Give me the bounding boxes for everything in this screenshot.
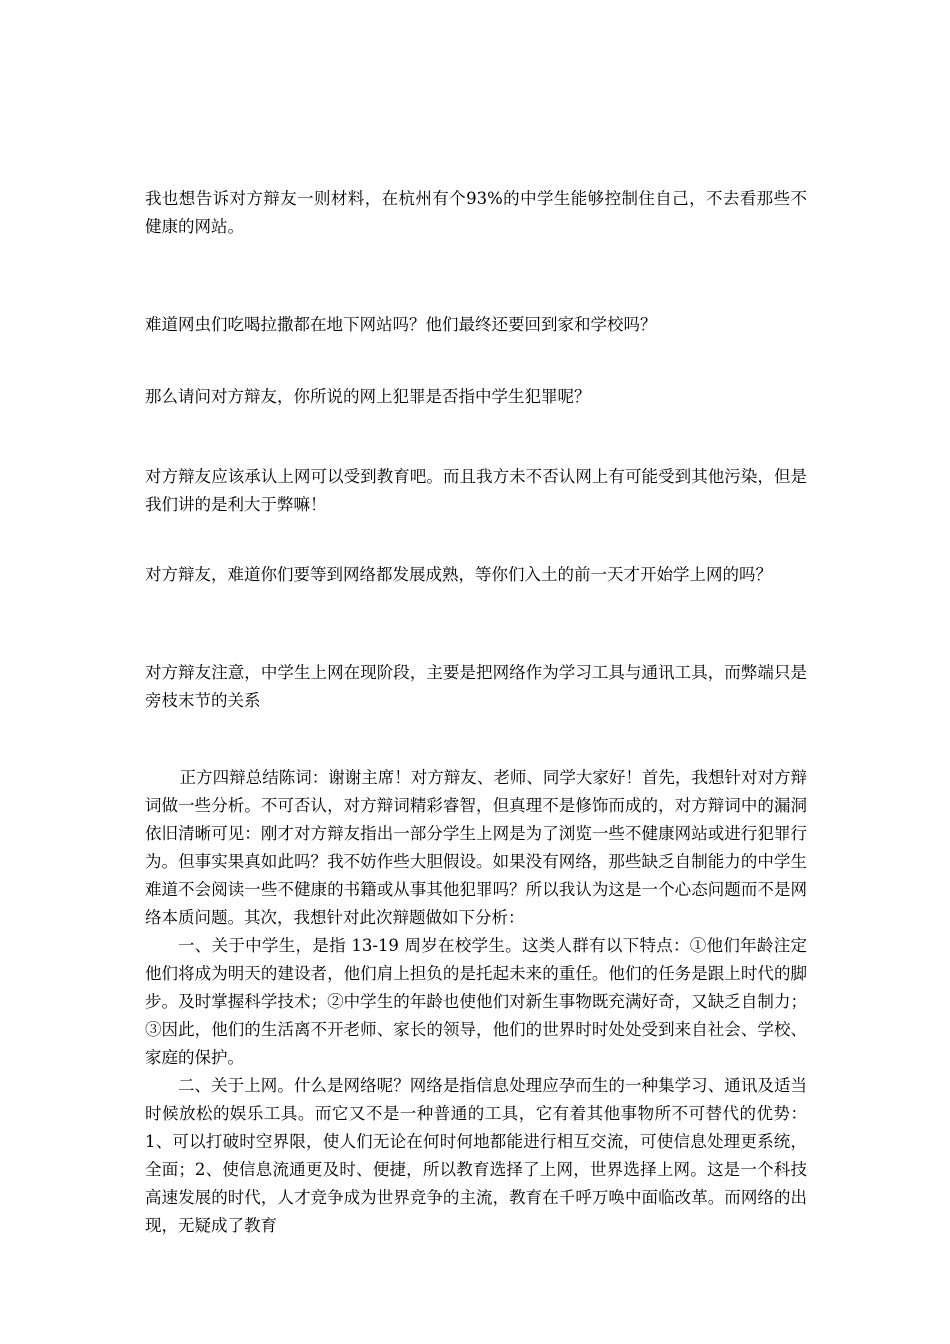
closing-speech xyxy=(145,764,807,1240)
paragraph-education-benefit: 对方辩友应该承认上网可以受到教育吧。而且我方未不否认网上有可能受到其他污染，但是我们讲的是利大于弊嘛！ xyxy=(145,467,807,514)
paragraph-control-statistic: 我也想告诉对方辩友一则材料，在杭州有个93%的中学生能够控制住自己，不去看那些不健康的网站。 xyxy=(145,189,807,236)
paragraph-underground-sites: 难道网虫们吃喝拉撒都在地下网站吗？他们最终还要回到家和学校吗？ xyxy=(145,315,657,334)
paragraph-learning-tool: 对方辩友注意，中学生上网在现阶段，主要是把网络作为学习工具与通讯工具，而弊端只是旁枝末节的关系 xyxy=(145,663,807,710)
closing-speech-point-internet: 二、关于上网。什么是网络呢？网络是指信息处理应孕而生的一种集学习、通讯及适当时候放松的娱乐工具。而它又不是一种普通的工具，它有着其他事物所不可替代的优势：1、可以打破时空界限，使人们无论在何时何地都能进行相互交流，可使信息处理更系统，全面；2、使信息流通更及时、便捷，所以教育选择了上网，世界选择上网。这是一个科技高速发展的时代，人才竞争成为世界竞争的主流，教育在千呼万唤中面临改革。而网络的出现，无疑成了教育 xyxy=(145,1076,807,1235)
closing-speech-intro: 正方四辩总结陈词：谢谢主席！对方辩友、老师、同学大家好！首先，我想针对对方辩词做一些分析。不可否认，对方辩词精彩睿智，但真理不是修饰而成的，对方辩词中的漏洞依旧清晰可见：刚才对方辩友指出一部分学生上网是为了浏览一些不健康网站或进行犯罪行为。但事实果真如此吗？我不妨作些大胆假设。如果没有网络，那些缺乏自制能力的中学生难道不会阅读一些不健康的书籍或从事其他犯罪吗？所以我认为这是一个心态问题而不是网络本质问题。其次，我想针对此次辩题做如下分析： xyxy=(145,768,807,927)
closing-speech-point-students: 一、关于中学生，是指 13-19 周岁在校学生。这类人群有以下特点：①他们年龄注定他们将成为明天的建设者，他们肩上担负的是托起未来的重任。他们的任务是跟上时代的脚步。及时掌握科学技术；②中学生的年龄也使他们对新生事物既充满好奇，又缺乏自制力；③因此，他们的生活离不开老师、家长的领导，他们的世界时时处处受到来自社会、学校、家庭的保护。 xyxy=(145,936,807,1067)
paragraph-wait-until-mature: 对方辩友，难道你们要等到网络都发展成熟，等你们入土的前一天才开始学上网的吗？ xyxy=(145,565,772,584)
paragraph-online-crime-question: 那么请问对方辩友，你所说的网上犯罪是否指中学生犯罪呢？ xyxy=(145,387,591,406)
